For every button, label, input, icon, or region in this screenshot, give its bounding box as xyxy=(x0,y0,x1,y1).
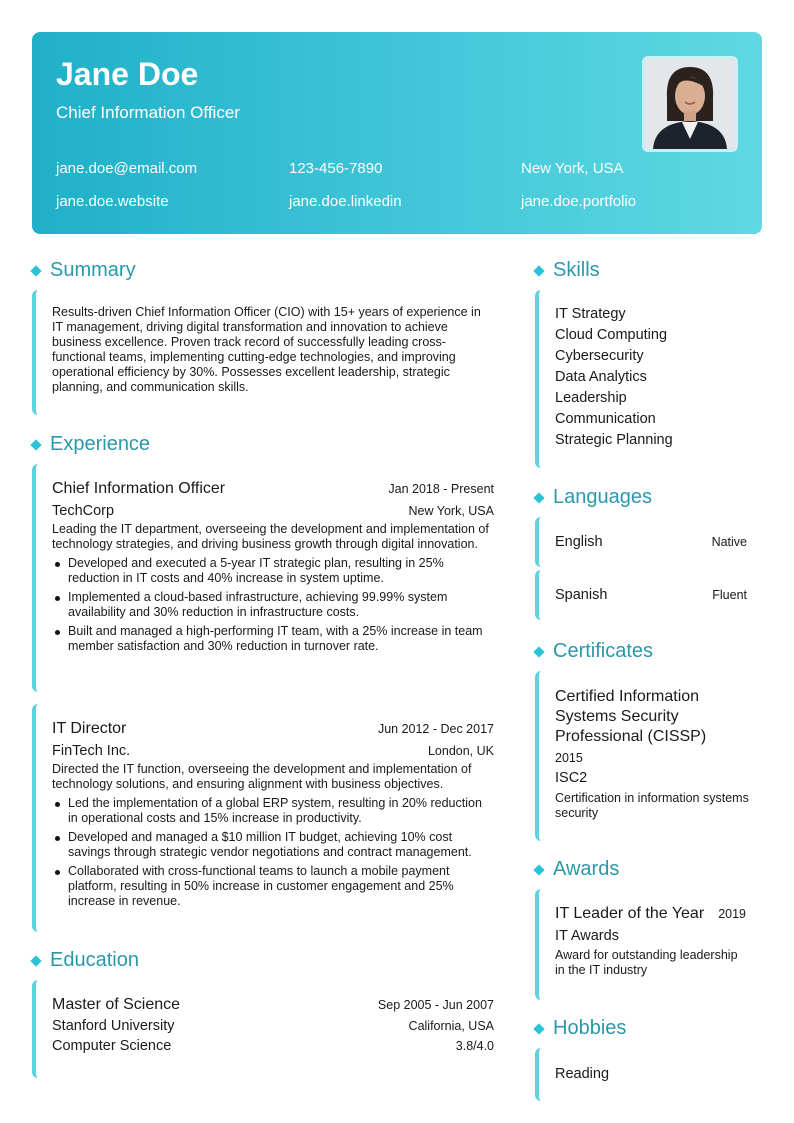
certificate-year: 2015 xyxy=(555,751,583,765)
skill-item: IT Strategy xyxy=(555,306,626,322)
achievement-item: Built and managed a high-performing IT team, with a 25% increase in team member satisfaction and 30% reduction in turnover rate. xyxy=(52,624,494,654)
contact-location: New York, USA xyxy=(521,160,624,177)
diamond-bullet-icon xyxy=(30,955,41,966)
hobbies-block xyxy=(535,1048,760,1101)
awards-heading xyxy=(533,858,619,881)
candidate-name: Jane Doe xyxy=(56,56,199,92)
skill-item: Strategic Planning xyxy=(555,432,673,448)
achievement-item: Implemented a cloud-based infrastructure, achieving 99.99% system availability and 30% reduction in infrastructure costs. xyxy=(52,590,494,620)
skills-block xyxy=(535,290,760,468)
language-level: Fluent xyxy=(712,588,747,602)
achievement-item: Collaborated with cross-functional teams to launch a mobile payment platform, resulting in 50% increase in customer engagement and 25% increase in revenue. xyxy=(52,864,494,909)
experience-entry xyxy=(32,704,498,932)
skill-item: Cloud Computing xyxy=(555,327,668,343)
contact-linkedin[interactable]: jane.doe.linkedin xyxy=(289,193,402,210)
diamond-bullet-icon xyxy=(533,646,544,657)
education-heading-text: Education xyxy=(50,949,139,971)
contact-email[interactable]: jane.doe@email.com xyxy=(56,160,198,177)
education-location: California, USA xyxy=(408,1019,494,1033)
award-year: 2019 xyxy=(718,907,746,921)
job-location: London, UK xyxy=(427,744,494,758)
hobby-item: Reading xyxy=(555,1066,610,1082)
certificate-issuer: ISC2 xyxy=(555,770,588,786)
language-entry xyxy=(535,570,747,620)
language-level: Native xyxy=(711,535,747,549)
job-date: Jan 2018 - Present xyxy=(388,482,494,496)
summary-heading-text: Summary xyxy=(50,259,136,281)
certificate-name: Certified Information Systems Security Professional (CISSP) xyxy=(555,688,707,745)
award-issuer: IT Awards xyxy=(555,928,619,944)
achievement-item: Led the implementation of a global ERP system, resulting in 20% reduction in operational costs and 15% increase in productivity. xyxy=(52,796,494,826)
skills-heading-text: Skills xyxy=(553,259,600,281)
achievement-item: Developed and executed a 5-year IT strategic plan, resulting in 25% reduction in IT costs and 40% increase in system uptime. xyxy=(52,556,494,586)
summary-heading xyxy=(30,259,136,282)
education-gpa: 3.8/4.0 xyxy=(455,1039,494,1053)
skill-item: Leadership xyxy=(555,390,627,406)
resume-header xyxy=(32,32,762,234)
contact-phone[interactable]: 123-456-7890 xyxy=(289,160,383,177)
diamond-bullet-icon xyxy=(533,1023,544,1034)
education-heading xyxy=(30,949,139,972)
language-name: English xyxy=(555,534,603,550)
profile-photo-image xyxy=(645,59,735,149)
education-degree: Master of Science xyxy=(52,996,181,1013)
certificates-heading xyxy=(533,640,653,663)
education-field: Computer Science xyxy=(52,1038,172,1054)
job-title: IT Director xyxy=(52,720,127,737)
summary-block xyxy=(32,290,498,415)
skills-heading xyxy=(533,259,600,282)
experience-heading xyxy=(30,433,150,456)
skill-item: Cybersecurity xyxy=(555,348,644,364)
languages-heading-text: Languages xyxy=(553,486,652,508)
contact-portfolio[interactable]: jane.doe.portfolio xyxy=(521,193,637,210)
job-date: Jun 2012 - Dec 2017 xyxy=(377,722,494,736)
languages-heading xyxy=(533,486,652,509)
certificates-heading-text: Certificates xyxy=(553,640,654,662)
hobbies-heading-text: Hobbies xyxy=(553,1017,627,1039)
award-entry xyxy=(535,889,760,1000)
job-achievements xyxy=(52,556,494,654)
skill-item: Data Analytics xyxy=(555,369,647,385)
skill-item: Communication xyxy=(555,411,656,427)
education-entry xyxy=(32,980,498,1078)
language-entry xyxy=(535,517,747,567)
experience-heading-text: Experience xyxy=(50,433,151,455)
job-description: Leading the IT department, overseeing the development and implementation of technology strategies, and driving business growth through digital innovation. xyxy=(52,522,489,551)
diamond-bullet-icon xyxy=(30,439,41,450)
experience-entry xyxy=(32,464,498,692)
education-school: Stanford University xyxy=(52,1018,175,1034)
job-location: New York, USA xyxy=(408,504,494,518)
award-name: IT Leader of the Year xyxy=(555,905,705,922)
summary-text: Results-driven Chief Information Officer (CIO) with 15+ years of experience in IT management, driving digital transformation and innovation to achieve business excellence. Proven track record of successfully leading cross-functional teams, implementing cutting-edge technologies, and improving operational efficiency by 30%. Possesses excellent leadership, strategic planning, and communication skills. xyxy=(52,305,481,394)
achievement-item: Developed and managed a $10 million IT budget, achieving 10% cost savings through strategic vendor negotiations and contract management. xyxy=(52,830,494,860)
candidate-title: Chief Information Officer xyxy=(56,103,240,122)
job-title: Chief Information Officer xyxy=(52,480,226,497)
diamond-bullet-icon xyxy=(533,265,544,276)
diamond-bullet-icon xyxy=(30,265,41,276)
job-company: TechCorp xyxy=(52,503,115,519)
job-description: Directed the IT function, overseeing the development and implementation of technology solutions, and ensuring alignment with business objectives. xyxy=(52,762,472,791)
contact-website[interactable]: jane.doe.website xyxy=(56,193,169,210)
profile-photo xyxy=(642,56,738,152)
education-date: Sep 2005 - Jun 2007 xyxy=(377,998,494,1012)
diamond-bullet-icon xyxy=(533,492,544,503)
job-company: FinTech Inc. xyxy=(52,743,131,759)
certificate-entry xyxy=(535,671,760,841)
hobbies-heading xyxy=(533,1017,626,1040)
language-name: Spanish xyxy=(555,587,608,603)
awards-heading-text: Awards xyxy=(553,858,620,880)
job-achievements xyxy=(52,796,494,909)
certificate-description: Certification in information systems security xyxy=(555,791,749,820)
diamond-bullet-icon xyxy=(533,864,544,875)
award-description: Award for outstanding leadership in the IT industry xyxy=(555,948,738,977)
